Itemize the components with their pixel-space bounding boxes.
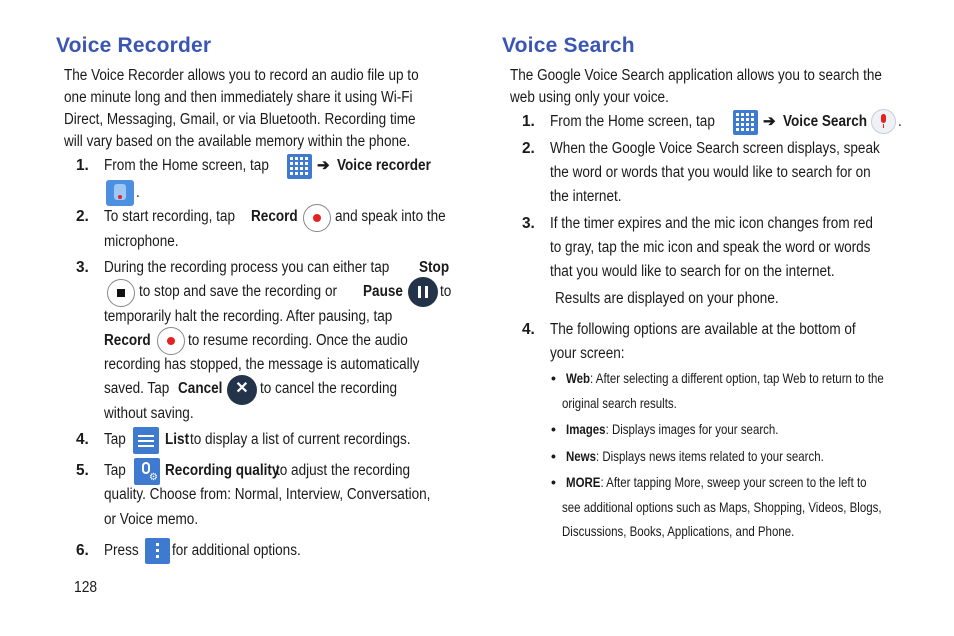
step-number: 2. xyxy=(522,140,535,157)
step-text: saved. Tap xyxy=(104,380,170,397)
voice-search-label: Voice Search xyxy=(783,113,868,130)
bullet-text: Discussions, Books, Applications, and Phone. xyxy=(562,523,795,539)
record-label: Record xyxy=(104,332,151,349)
step-number: 4. xyxy=(76,431,89,448)
bullet-title: MORE xyxy=(566,474,601,490)
step-text: for additional options. xyxy=(172,542,301,559)
voice-recorder-label: Voice recorder xyxy=(337,157,431,174)
bullet-text: see additional options such as Maps, Shopping, Videos, Blogs, xyxy=(562,499,882,515)
step-text: your screen: xyxy=(550,345,625,362)
list-label: List xyxy=(165,431,190,448)
step-text: temporarily halt the recording. After pausing, tap xyxy=(104,308,393,325)
step-text: or Voice memo. xyxy=(104,511,199,528)
step-text: microphone. xyxy=(104,233,179,250)
voice-search-heading: Voice Search xyxy=(502,34,635,57)
step-number: 1. xyxy=(522,113,535,130)
bullet-dot: • xyxy=(551,421,556,437)
step-text: To start recording, tap xyxy=(104,208,235,225)
bullet-title: Web xyxy=(566,370,591,386)
pause-button-icon xyxy=(408,277,438,307)
voice-recorder-app-icon xyxy=(106,180,134,206)
arrow-icon: ➔ xyxy=(763,113,776,130)
step-text: . xyxy=(898,113,902,130)
step-text: If the timer expires and the mic icon changes from red xyxy=(550,215,873,232)
step-number: 6. xyxy=(76,542,89,559)
step-text: and speak into the xyxy=(335,208,446,225)
cancel-button-icon: ✕ xyxy=(227,375,257,405)
record-button-icon xyxy=(157,327,185,355)
arrow-icon: ➔ xyxy=(317,157,330,174)
step-text: Press xyxy=(104,542,139,559)
recording-quality-icon: ⚙ xyxy=(134,458,160,485)
bullet-title: News xyxy=(566,448,596,464)
microphone-icon xyxy=(871,109,896,134)
bullet-dot: • xyxy=(551,474,556,490)
step-text: to display a list of current recordings. xyxy=(190,431,411,448)
intro-line: The Google Voice Search application allows you to search the xyxy=(510,67,882,84)
stop-label: Stop xyxy=(419,259,450,276)
step-text: The following options are available at the bottom of xyxy=(550,321,856,338)
step-number: 4. xyxy=(522,321,535,338)
step-text: without saving. xyxy=(104,405,194,422)
step-number: 3. xyxy=(522,215,535,232)
step-number: 3. xyxy=(76,259,89,276)
more-options-icon xyxy=(145,538,170,564)
step-text: . xyxy=(136,184,140,201)
intro-line: Direct, Messaging, Gmail, or via Bluetooth. Recording time xyxy=(64,111,416,128)
step-text: that you would like to search for on the internet. xyxy=(550,263,835,280)
step-text: quality. Choose from: Normal, Interview, Conversation, xyxy=(104,486,431,503)
bullet-text: original search results. xyxy=(562,395,677,411)
step-text: to gray, tap the mic icon and speak the word or words xyxy=(550,239,871,256)
intro-line: will vary based on the available memory within the phone. xyxy=(64,133,411,150)
bullet-dot: • xyxy=(551,370,556,386)
step-text: Tap xyxy=(104,431,126,448)
step-text: to resume recording. Once the audio xyxy=(188,332,408,349)
step-text: Tap xyxy=(104,462,126,479)
recording-quality-label: Recording quality xyxy=(165,462,280,479)
record-label: Record xyxy=(251,208,298,225)
step-text: to stop and save the recording or xyxy=(139,283,338,300)
page-number: 128 xyxy=(74,579,98,596)
step-text: the internet. xyxy=(550,188,622,205)
results-note: Results are displayed on your phone. xyxy=(555,290,779,307)
bullet-text: : After selecting a different option, tap Web to return to the xyxy=(590,370,884,386)
cancel-label: Cancel xyxy=(178,380,223,397)
bullet-text: : Displays news items related to your search. xyxy=(595,448,824,464)
bullet-dot: • xyxy=(551,448,556,464)
apps-grid-icon xyxy=(287,154,312,179)
step-number: 1. xyxy=(76,157,89,174)
step-text: the word or words that you would like to search for on xyxy=(550,164,871,181)
list-icon xyxy=(133,427,159,454)
voice-recorder-heading: Voice Recorder xyxy=(56,34,212,57)
step-text: During the recording process you can either tap xyxy=(104,259,390,276)
step-number: 2. xyxy=(76,208,89,225)
step-text: From the Home screen, tap xyxy=(104,157,269,174)
stop-button-icon xyxy=(107,279,135,307)
step-text: to xyxy=(440,283,452,300)
bullet-text: : After tapping More, sweep your screen to the left to xyxy=(600,474,867,490)
bullet-text: : Displays images for your search. xyxy=(605,421,779,437)
intro-line: one minute long and then immediately share it using Wi-Fi xyxy=(64,89,413,106)
record-button-icon xyxy=(303,204,331,232)
step-number: 5. xyxy=(76,462,89,479)
step-text: to cancel the recording xyxy=(260,380,398,397)
pause-label: Pause xyxy=(363,283,403,300)
step-text: to adjust the recording xyxy=(276,462,411,479)
step-text: When the Google Voice Search screen displays, speak xyxy=(550,140,880,157)
bullet-title: Images xyxy=(566,421,606,437)
step-text: From the Home screen, tap xyxy=(550,113,715,130)
step-text: recording has stopped, the message is automatically xyxy=(104,356,420,373)
apps-grid-icon xyxy=(733,110,758,135)
intro-line: The Voice Recorder allows you to record an audio file up to xyxy=(64,67,419,84)
intro-line: web using only your voice. xyxy=(510,89,669,106)
